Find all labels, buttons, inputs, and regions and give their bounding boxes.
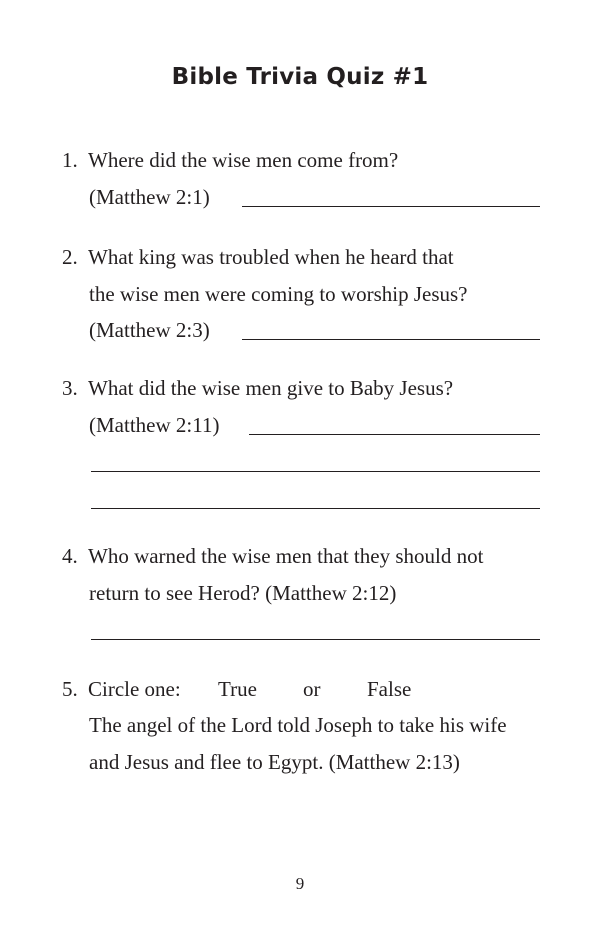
question-2-reference: (Matthew 2:3) [89, 318, 210, 342]
option-false[interactable]: False [367, 677, 412, 701]
question-2-number: 2. [62, 245, 78, 269]
question-3-answer-line-2[interactable] [91, 471, 540, 472]
question-5-prompt-text: Circle one: [88, 677, 181, 701]
question-5-prompt [62, 677, 181, 701]
question-1-answer-line[interactable] [242, 206, 540, 207]
question-2-line-2: the wise men were coming to worship Jesus? [89, 282, 468, 306]
option-true[interactable]: True [218, 677, 257, 701]
question-2-line-1: What king was troubled when he heard that [88, 245, 454, 269]
question-4-text [62, 544, 483, 568]
page-number: 9 [295, 874, 305, 893]
question-1-number: 1. [62, 148, 78, 172]
question-2-answer-line[interactable] [242, 339, 540, 340]
question-3-text [62, 376, 453, 400]
question-3-answer-line-1[interactable] [249, 434, 540, 435]
page-title: Bible Trivia Quiz #1 [171, 64, 429, 90]
option-or: or [303, 677, 321, 701]
question-1-text [62, 148, 398, 172]
question-3-line-1: What did the wise men give to Baby Jesus? [88, 376, 454, 400]
question-3-reference: (Matthew 2:11) [89, 413, 220, 437]
question-3-answer-line-3[interactable] [91, 508, 540, 509]
question-3-number: 3. [62, 376, 78, 400]
question-4-number: 4. [62, 544, 78, 568]
question-5-line-1: The angel of the Lord told Joseph to take his wife [89, 713, 507, 737]
question-5-number: 5. [62, 677, 78, 701]
question-5-line-2: and Jesus and flee to Egypt. (Matthew 2:13) [89, 750, 460, 774]
question-1-line-1: Where did the wise men come from? [88, 148, 399, 172]
question-4-line-2: return to see Herod? (Matthew 2:12) [89, 581, 397, 605]
question-2-text [62, 245, 454, 269]
question-4-answer-line[interactable] [91, 639, 540, 640]
question-1-reference: (Matthew 2:1) [89, 185, 210, 209]
question-4-line-1: Who warned the wise men that they should not [88, 544, 484, 568]
